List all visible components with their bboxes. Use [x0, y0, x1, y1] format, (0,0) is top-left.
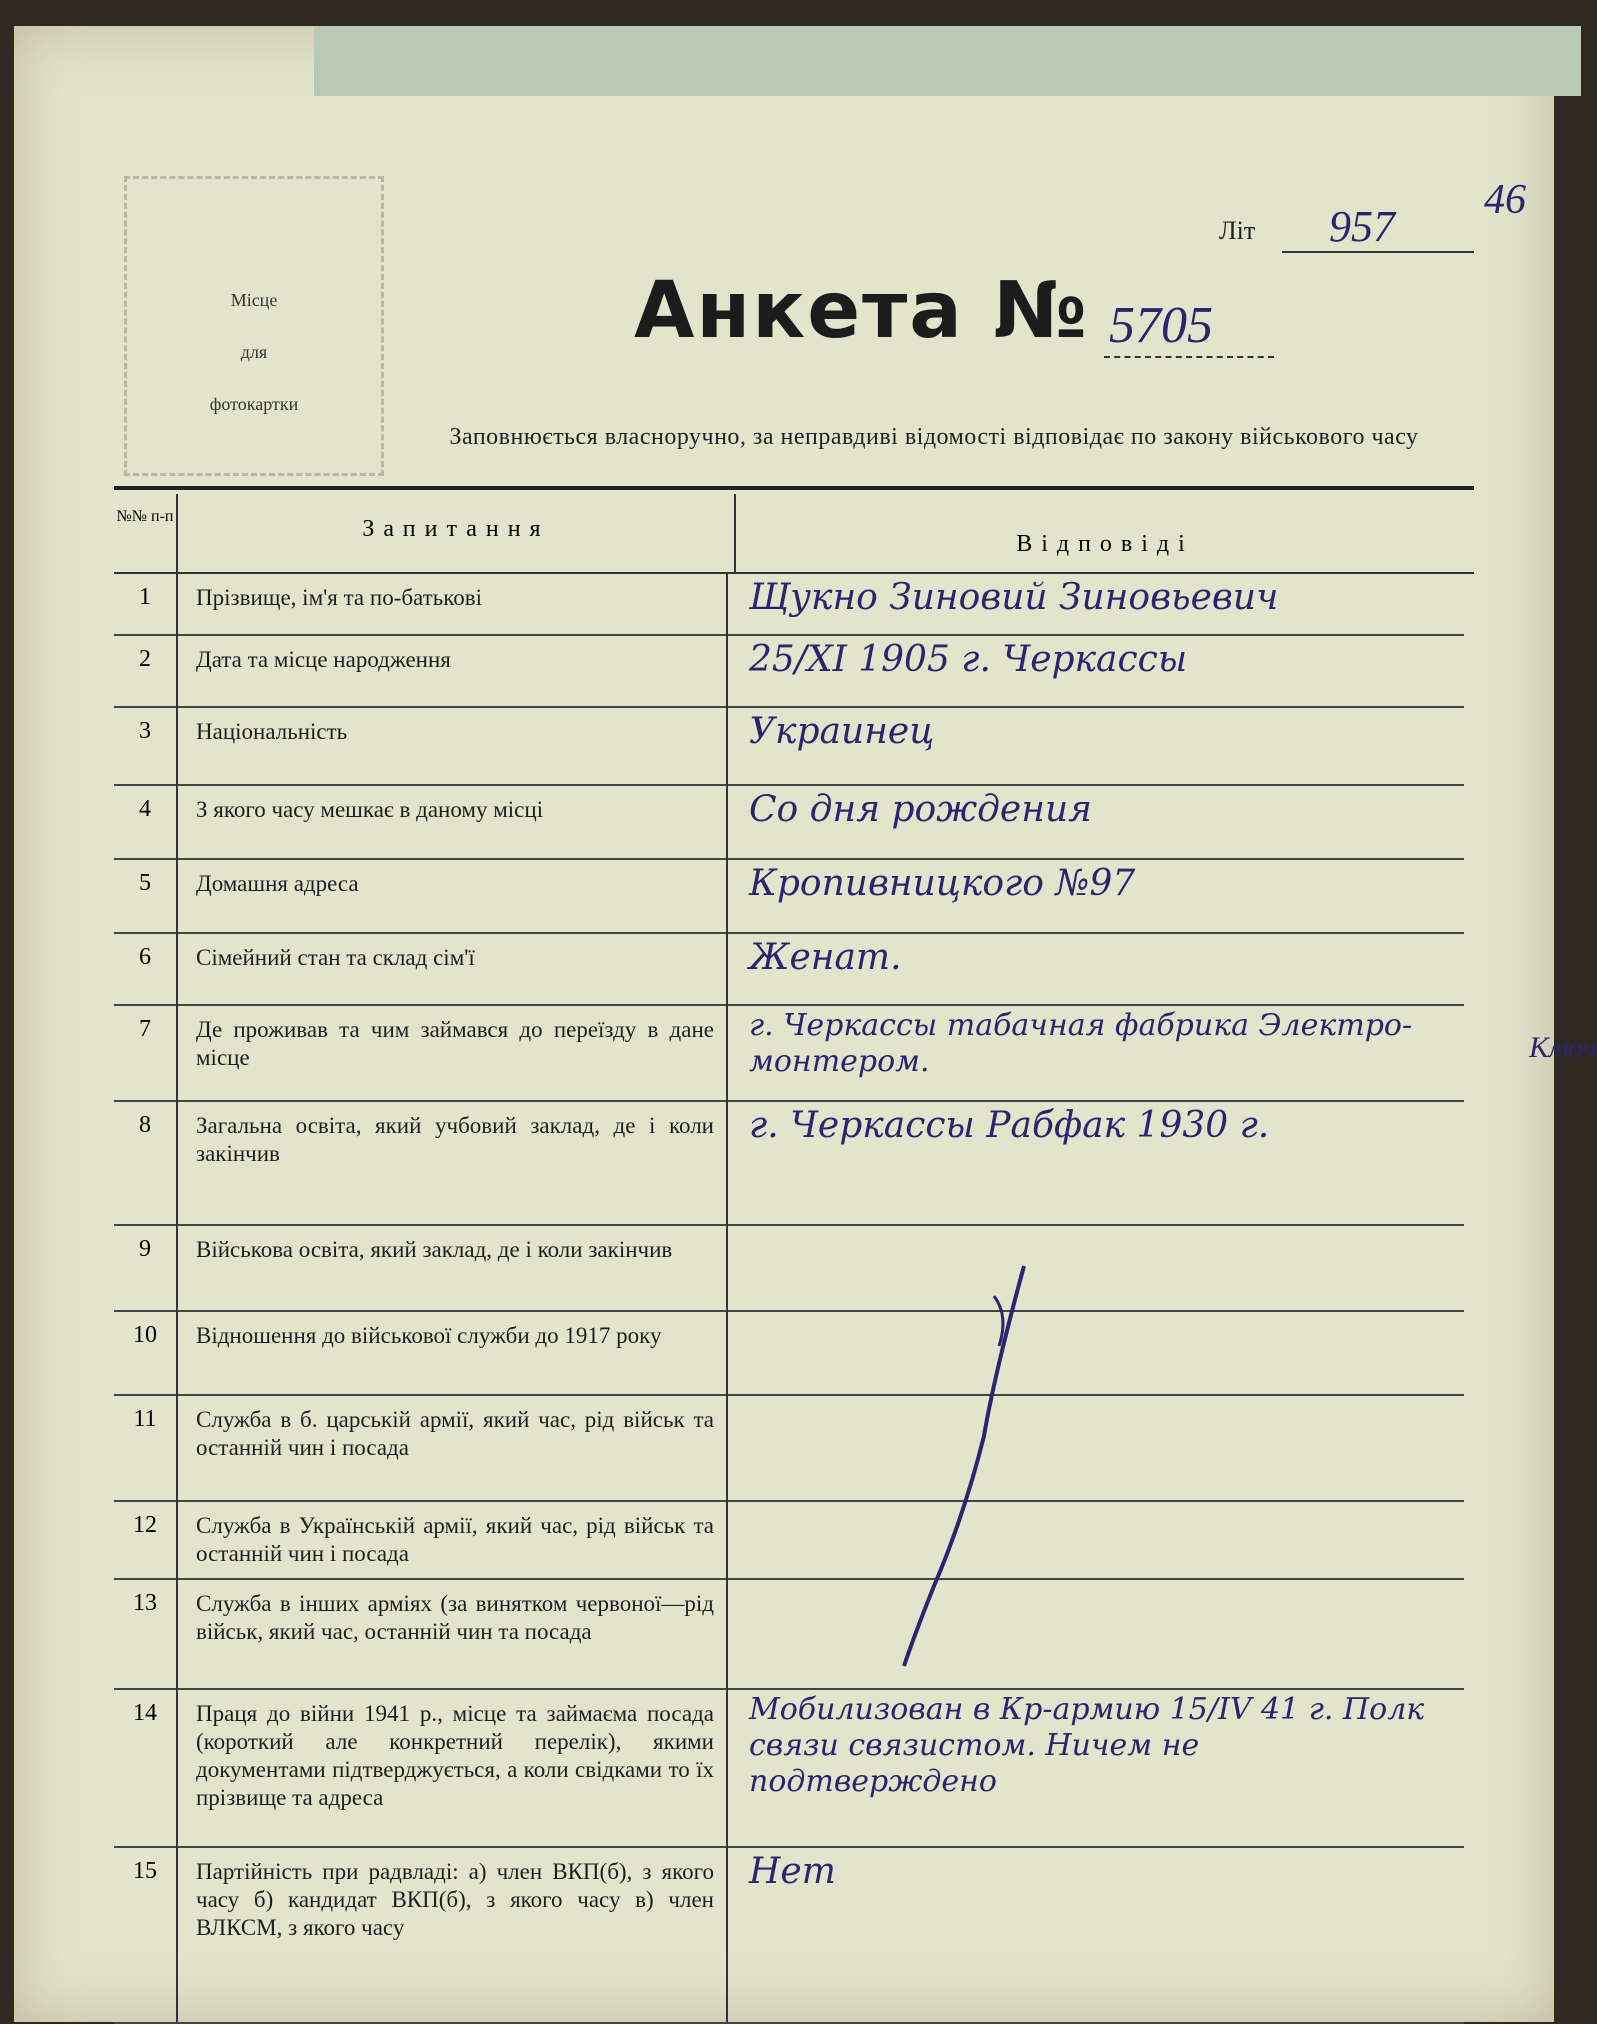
row-number: 10	[114, 1310, 178, 1394]
form-title: Анкета №	[634, 266, 1089, 356]
row-answer	[739, 1500, 1464, 1578]
header-answer: Відповіді	[1016, 531, 1194, 557]
row-number: 8	[114, 1100, 178, 1224]
row-question: Загальна освіта, який учбовий заклад, де і коли закінчив	[178, 1100, 728, 1224]
row-question: Національність	[178, 706, 728, 784]
row-answer	[739, 1394, 1464, 1500]
table-row	[114, 1394, 1464, 1502]
row-number: 13	[114, 1578, 178, 1688]
folder-tab	[314, 26, 1581, 96]
table-row	[114, 706, 1464, 786]
row-answer: Со дня рождения	[749, 789, 1092, 830]
header-number: №№ п-п	[114, 494, 178, 572]
row-number: 15	[114, 1846, 178, 2022]
row-question: Праця до війни 1941 р., місце та займаєма посада (короткий але конкретний перелік), якими документами підтверджується, а коли свідками то їх прізвище та адреса	[178, 1688, 728, 1846]
row-question: Служба в інших арміях (за винятком червоної—рід військ, який час, останній чин та посада	[178, 1578, 728, 1688]
row-question: Дата та місце народження	[178, 634, 728, 706]
row-question: Служба в Українській армії, який час, рід військ та останній чин і посада	[178, 1500, 728, 1578]
row-answer: Женат.	[749, 937, 902, 978]
row-number: 9	[114, 1224, 178, 1310]
table-row	[114, 784, 1464, 860]
table-row	[114, 634, 1464, 708]
row-number: 14	[114, 1688, 178, 1846]
lit-label: Літ	[1219, 216, 1256, 245]
table-row	[114, 572, 1464, 636]
questionnaire-page	[14, 26, 1597, 2022]
row-question: Прізвище, ім'я та по-батькові	[178, 572, 728, 634]
row-number: 4	[114, 784, 178, 858]
table-row	[114, 1224, 1464, 1312]
row-question: Військова освіта, який заклад, де і коли закінчив	[178, 1224, 728, 1310]
table-row	[114, 1578, 1464, 1690]
row-answer: Щукно Зиновий Зиновьевич	[749, 577, 1279, 618]
row-question: Відношення до військової служби до 1917 року	[178, 1310, 728, 1394]
table-header	[114, 494, 1474, 574]
table-row	[114, 1100, 1464, 1226]
page-number-annotation: 46	[1484, 177, 1526, 223]
table-row	[114, 1688, 1464, 1848]
row-question: Служба в б. царській армії, який час, рід військ та останній чин і посада	[178, 1394, 728, 1500]
table-row	[114, 858, 1464, 934]
row-answer: Нет	[749, 1851, 836, 1892]
form-number-underline	[1104, 356, 1274, 358]
row-question: З якого часу мешкає в даному місці	[178, 784, 728, 858]
table-row	[114, 1310, 1464, 1396]
table-row	[114, 932, 1464, 1006]
row-answer: Мобилизован в Кр-армию 15/IV 41 г. Полк связи связистом. Ничем не подтверждено	[749, 1692, 1425, 1799]
row-answer: г. Черкассы табачная фабрика Электро-монтером.	[749, 1008, 1413, 1079]
row-answer: 25/XI 1905 г. Черкассы	[749, 639, 1188, 680]
form-number: 5705	[1109, 297, 1213, 354]
photo-label-2: для	[240, 342, 268, 362]
table-row	[114, 1004, 1464, 1102]
table-top-rule	[114, 486, 1474, 490]
photo-label-3: фотокартки	[209, 394, 299, 414]
row-question: Сімейний стан та склад сім'ї	[178, 932, 728, 1004]
crossed-out-stroke	[874, 1256, 1074, 1676]
photo-label-1: Місце	[230, 290, 278, 310]
row-number: 3	[114, 706, 178, 784]
row-answer	[739, 1578, 1464, 1688]
photo-placeholder	[124, 176, 384, 476]
row-question: Де проживав та чим займався до переїзду в дане місце	[178, 1004, 728, 1100]
row-number: 2	[114, 634, 178, 706]
header-question: Запитання	[178, 494, 736, 572]
form-instructions: Заповнюється власноручно, за неправдиві відомості відповідає по закону військового часу	[449, 424, 1419, 450]
row-number: 1	[114, 572, 178, 634]
row-number: 11	[114, 1394, 178, 1500]
table-row	[114, 1846, 1464, 2024]
row-answer: г. Черкассы Рабфак 1930 г.	[749, 1105, 1270, 1146]
table-row	[114, 1500, 1464, 1580]
row-number: 7	[114, 1004, 178, 1100]
row-number: 6	[114, 932, 178, 1004]
row-number: 12	[114, 1500, 178, 1578]
row-question: Домашня адреса	[178, 858, 728, 932]
lit-value: 957	[1329, 202, 1395, 251]
row-answer: Украинец	[749, 711, 935, 752]
margin-annotation: Ключ	[1529, 1031, 1597, 1064]
row-answer: Кропивницкого №97	[749, 863, 1136, 904]
row-question: Партійність при радвладі: а) член ВКП(б), з якого часу б) кандидат ВКП(б), з якого часу в) член ВЛКСМ, з якого часу	[178, 1846, 728, 2022]
row-answer	[739, 1310, 1464, 1394]
row-number: 5	[114, 858, 178, 932]
row-answer	[739, 1224, 1464, 1310]
